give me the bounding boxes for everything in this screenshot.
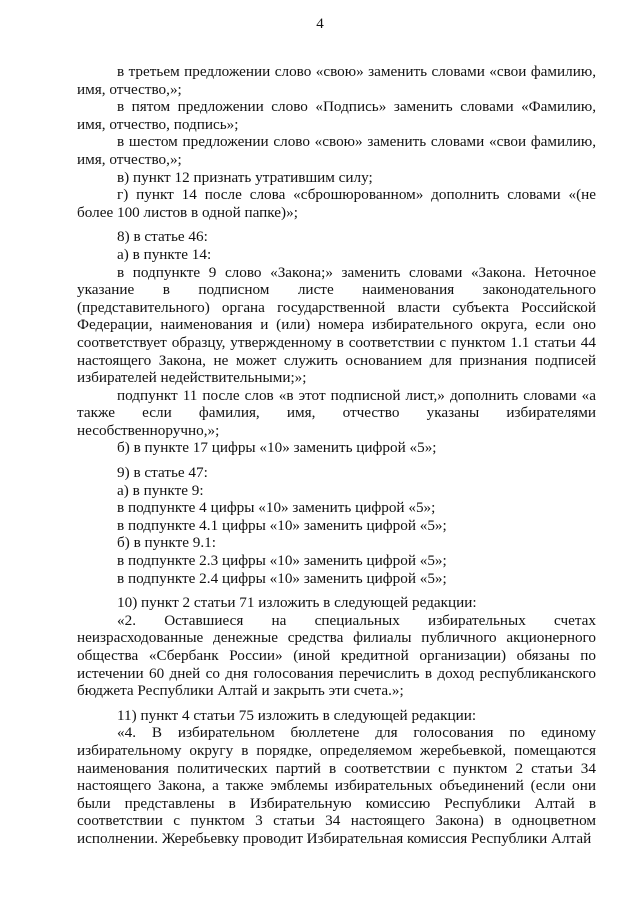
paragraph: в третьем предложении слово «свою» заменить словами «свои фамилию, имя, отчество,»; [77,63,596,98]
paragraph: подпункт 11 после слов «в этот подписной лист,» дополнить словами «а также если фамилия, имя, отчество указаны избирателями несобственноручно,»; [77,386,596,439]
paragraph: «2. Оставшиеся на специальных избирательных счетах неизрасходованные денежные средства филиалы публичного акционерного общества «Сбербанк России» (иной кредитной организации) обязаны по истечении 60 дней со дня голосования перечислить в доход республиканского бюджета Республики Алтай и закрыть эти счета.»; [77,611,596,700]
paragraph: в пятом предложении слово «Подпись» заменить словами «Фамилию, имя, отчество, подпись»; [77,98,596,133]
paragraph: 10) пункт 2 статьи 71 изложить в следующей редакции: [117,594,477,612]
paragraph: в подпункте 4.1 цифры «10» заменить цифрой «5»; [117,516,447,534]
paragraph: 9) в статье 47: [117,464,208,482]
paragraph: г) пункт 14 после слова «сброшюрованном» дополнить словами «(не более 100 листов в одной папке)»; [77,186,596,221]
paragraph: в) пункт 12 признать утратившим силу; [117,168,373,186]
paragraph: а) в пункте 14: [117,245,212,263]
paragraph: б) в пункте 9.1: [117,534,216,552]
paragraph: б) в пункте 17 цифры «10» заменить цифрой «5»; [117,439,437,457]
paragraph: в подпункте 4 цифры «10» заменить цифрой «5»; [117,499,436,517]
page-number: 4 [316,16,324,32]
paragraph: а) в пункте 9: [117,481,204,499]
paragraph: «4. В избирательном бюллетене для голосования по единому избирательному округу в порядке, определяемом жеребьевкой, помещаются наименования политических партий в соответствии с пунктом 2 статьи 34 настоящего Закона, а также эмблемы избирательных объединений (если они были представлены в Избирательную комиссию Республики Алтай в соответствии с пунктом 3 статьи 34 настоящего Закона) в одноцветном исполнении. Жеребьевку проводит Избирательная комиссия Республики Алтай [77,724,596,847]
paragraph: в шестом предложении слово «свою» заменить словами «свои фамилию, имя, отчество,»; [77,133,596,168]
document-body [77,63,596,848]
paragraph: в подпункте 2.3 цифры «10» заменить цифрой «5»; [117,552,447,570]
paragraph: 8) в статье 46: [117,228,208,246]
paragraph: в подпункте 9 слово «Закона;» заменить словами «Закона. Неточное указание в подписном листе наименования законодательного (представительного) органа государственной власти субъекта Российской Федерации, наименования и (или) номера избирательного округа, если оно соответствует образцу, утвержденному в соответствии с пунктом 1.1 статьи 44 настоящего Закона, не может служить основанием для признания подписей избирателей недействительными;»; [77,263,596,387]
paragraph: 11) пункт 4 статьи 75 изложить в следующей редакции: [117,706,477,724]
paragraph: в подпункте 2.4 цифры «10» заменить цифрой «5»; [117,569,447,587]
